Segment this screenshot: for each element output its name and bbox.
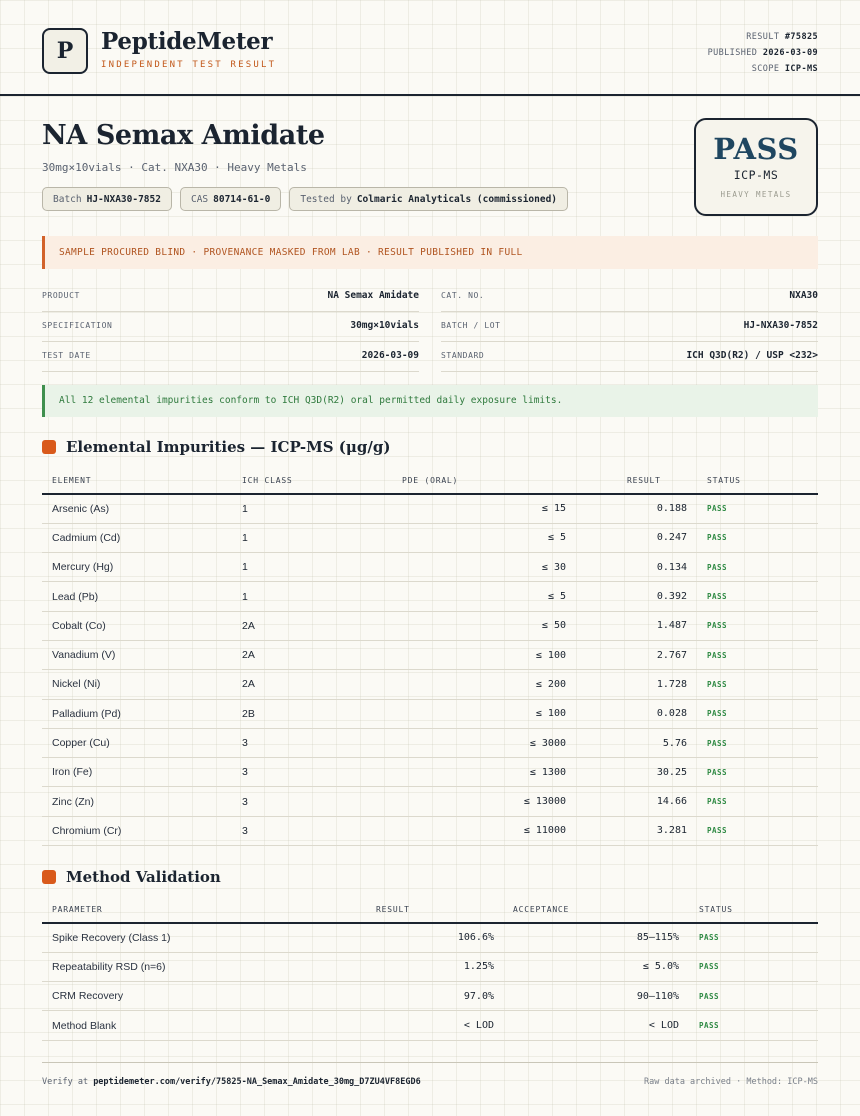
- table-row: [42, 923, 818, 952]
- provenance-banner: SAMPLE PROCURED BLIND · PROVENANCE MASKED FROM LAB · RESULT PUBLISHED IN FULL: [42, 236, 818, 269]
- table-row: [42, 758, 818, 787]
- status-badge: PASS: [687, 816, 818, 845]
- status-badge: PASS: [687, 699, 818, 728]
- table-row: [42, 982, 818, 1011]
- stamp-category: HEAVY METALS: [720, 190, 792, 199]
- published-date: 2026-03-09: [762, 48, 818, 58]
- table-cell: ≤ 100: [362, 699, 566, 728]
- table-cell: ≤ 5.0%: [494, 952, 679, 981]
- table-cell: Copper (Cu): [42, 728, 242, 757]
- info-label: PRODUCT: [42, 291, 80, 300]
- table-cell: 1.728: [566, 670, 687, 699]
- column-header: RESULT: [364, 896, 494, 923]
- pass-stamp: [694, 118, 818, 216]
- table-cell: 1: [242, 582, 362, 611]
- info-value: ICH Q3D(R2) / USP <232>: [686, 350, 818, 361]
- status-badge: PASS: [679, 923, 818, 952]
- batch-chip: [42, 187, 172, 211]
- table-cell: 3.281: [566, 816, 687, 845]
- column-header: RESULT: [566, 467, 687, 494]
- status-badge: PASS: [687, 553, 818, 582]
- table-cell: 2A: [242, 640, 362, 669]
- info-cell: [441, 342, 818, 372]
- info-cell: [42, 312, 419, 342]
- table-cell: ≤ 50: [362, 611, 566, 640]
- info-label: TEST DATE: [42, 351, 91, 360]
- column-header: STATUS: [687, 467, 818, 494]
- table-cell: 97.0%: [364, 982, 494, 1011]
- chip-label: Tested by: [300, 193, 352, 205]
- published-label: PUBLISHED: [707, 48, 758, 58]
- chip-row: [42, 187, 568, 211]
- status-badge: PASS: [687, 670, 818, 699]
- info-label: BATCH / LOT: [441, 321, 501, 330]
- table-cell: 3: [242, 816, 362, 845]
- table-cell: Zinc (Zn): [42, 787, 242, 816]
- table-cell: ≤ 1300: [362, 758, 566, 787]
- verify-link[interactable]: peptidemeter.com/verify/75825-NA_Semax_Amidate_30mg_D7ZU4VF8EGD6: [93, 1077, 421, 1087]
- info-label: STANDARD: [441, 351, 485, 360]
- impurities-heading: [42, 438, 390, 456]
- table-cell: 1.25%: [364, 952, 494, 981]
- table-cell: ≤ 11000: [362, 816, 566, 845]
- table-cell: Palladium (Pd): [42, 699, 242, 728]
- table-cell: 3: [242, 758, 362, 787]
- column-header: PARAMETER: [42, 896, 364, 923]
- stamp-verdict: PASS: [713, 132, 799, 166]
- impurities-table: [42, 467, 818, 846]
- table-row: [42, 699, 818, 728]
- table-cell: ≤ 5: [362, 582, 566, 611]
- chip-value: Colmaric Analyticals (commissioned): [356, 193, 558, 205]
- table-cell: Mercury (Hg): [42, 553, 242, 582]
- page-title: NA Semax Amidate: [42, 120, 325, 151]
- table-cell: < LOD: [494, 1011, 679, 1040]
- logo: [42, 28, 88, 74]
- verify-line: [42, 1077, 421, 1087]
- table-cell: 2A: [242, 611, 362, 640]
- table-cell: ≤ 3000: [362, 728, 566, 757]
- section-title: Elemental Impurities — ICP-MS (μg/g): [66, 438, 391, 456]
- table-row: [42, 553, 818, 582]
- chip-label: Batch: [53, 193, 82, 205]
- table-cell: 90–110%: [494, 982, 679, 1011]
- table-cell: CRM Recovery: [42, 982, 364, 1011]
- table-header-row: [42, 896, 818, 923]
- table-row: [42, 582, 818, 611]
- table-cell: 106.6%: [364, 923, 494, 952]
- table-cell: ≤ 15: [362, 494, 566, 523]
- validation-heading: [42, 868, 221, 886]
- info-label: SPECIFICATION: [42, 321, 113, 330]
- info-row: [42, 312, 818, 342]
- status-badge: PASS: [687, 494, 818, 523]
- status-badge: PASS: [687, 611, 818, 640]
- info-label: CAT. NO.: [441, 291, 485, 300]
- table-row: [42, 816, 818, 845]
- table-cell: Method Blank: [42, 1011, 364, 1040]
- table-cell: 5.76: [566, 728, 687, 757]
- table-cell: 1: [242, 553, 362, 582]
- info-value: 30mg×10vials: [350, 320, 419, 331]
- table-cell: Iron (Fe): [42, 758, 242, 787]
- info-row: [42, 282, 818, 312]
- result-label: RESULT: [746, 32, 780, 42]
- brand-tagline: INDEPENDENT TEST RESULT: [101, 60, 277, 70]
- scope-label: SCOPE: [751, 64, 780, 74]
- table-cell: Repeatability RSD (n=6): [42, 952, 364, 981]
- table-cell: 3: [242, 728, 362, 757]
- table-cell: 3: [242, 787, 362, 816]
- table-cell: Lead (Pb): [42, 582, 242, 611]
- table-cell: ≤ 30: [362, 553, 566, 582]
- table-cell: ≤ 13000: [362, 787, 566, 816]
- column-header: STATUS: [679, 896, 818, 923]
- table-cell: 0.392: [566, 582, 687, 611]
- status-badge: PASS: [687, 640, 818, 669]
- info-grid: [42, 282, 818, 372]
- status-badge: PASS: [679, 952, 818, 981]
- table-cell: ≤ 5: [362, 523, 566, 552]
- table-cell: 2.767: [566, 640, 687, 669]
- info-cell: [42, 342, 419, 372]
- table-row: [42, 787, 818, 816]
- table-cell: 1: [242, 494, 362, 523]
- table-cell: Nickel (Ni): [42, 670, 242, 699]
- table-cell: 0.028: [566, 699, 687, 728]
- status-badge: PASS: [679, 982, 818, 1011]
- status-badge: PASS: [687, 582, 818, 611]
- status-badge: PASS: [679, 1011, 818, 1040]
- table-row: [42, 523, 818, 552]
- table-cell: Vanadium (V): [42, 640, 242, 669]
- table-cell: 1: [242, 523, 362, 552]
- section-marker-icon: [42, 870, 56, 884]
- result-meta: [708, 29, 818, 77]
- column-header: ELEMENT: [42, 467, 242, 494]
- table-cell: ≤ 100: [362, 640, 566, 669]
- table-cell: 2B: [242, 699, 362, 728]
- status-badge: PASS: [687, 523, 818, 552]
- table-row: [42, 670, 818, 699]
- stamp-method: ICP-MS: [733, 168, 779, 182]
- table-cell: < LOD: [364, 1011, 494, 1040]
- table-cell: 2A: [242, 670, 362, 699]
- footer-divider: [42, 1062, 818, 1063]
- status-badge: PASS: [687, 758, 818, 787]
- info-row: [42, 342, 818, 372]
- table-cell: 30.25: [566, 758, 687, 787]
- table-cell: Chromium (Cr): [42, 816, 242, 845]
- info-value: NA Semax Amidate: [327, 290, 419, 301]
- info-value: NXA30: [789, 290, 818, 301]
- column-header: ACCEPTANCE: [494, 896, 679, 923]
- table-cell: 85–115%: [494, 923, 679, 952]
- table-cell: Cadmium (Cd): [42, 523, 242, 552]
- table-row: [42, 494, 818, 523]
- table-header-row: [42, 467, 818, 494]
- page-subtitle: 30mg×10vials · Cat. NXA30 · Heavy Metals: [42, 161, 307, 174]
- table-row: [42, 952, 818, 981]
- chip-label: CAS: [190, 193, 209, 205]
- table-cell: ≤ 200: [362, 670, 566, 699]
- table-row: [42, 611, 818, 640]
- table-cell: Arsenic (As): [42, 494, 242, 523]
- info-value: 2026-03-09: [361, 350, 419, 361]
- column-header: PDE (ORAL): [362, 467, 566, 494]
- table-row: [42, 728, 818, 757]
- table-cell: 14.66: [566, 787, 687, 816]
- table-row: [42, 640, 818, 669]
- info-cell: [441, 312, 818, 342]
- section-marker-icon: [42, 440, 56, 454]
- section-title: Method Validation: [66, 868, 221, 886]
- table-row: [42, 1011, 818, 1040]
- scope-value: ICP-MS: [784, 64, 818, 74]
- table-cell: 0.134: [566, 553, 687, 582]
- info-value: HJ-NXA30-7852: [743, 320, 818, 331]
- logo-letter: P: [56, 38, 74, 64]
- info-cell: [42, 282, 419, 312]
- cas-chip: [180, 187, 281, 211]
- validation-table: [42, 896, 818, 1041]
- table-cell: Spike Recovery (Class 1): [42, 923, 364, 952]
- conformance-banner: All 12 elemental impurities conform to ICH Q3D(R2) oral permitted daily exposure limits.: [42, 385, 818, 417]
- tested-by-chip: [289, 187, 568, 211]
- verify-prefix: Verify at: [42, 1077, 89, 1087]
- column-header: ICH CLASS: [242, 467, 362, 494]
- info-cell: [441, 282, 818, 312]
- chip-value: HJ-NXA30-7852: [86, 193, 161, 205]
- table-cell: 1.487: [566, 611, 687, 640]
- chip-value: 80714-61-0: [213, 193, 271, 205]
- table-cell: 0.247: [566, 523, 687, 552]
- status-badge: PASS: [687, 787, 818, 816]
- result-number: #75825: [784, 32, 818, 42]
- table-cell: 0.188: [566, 494, 687, 523]
- footer-note: Raw data archived · Method: ICP-MS: [644, 1077, 818, 1087]
- brand-name: PeptideMeter: [101, 28, 273, 55]
- table-cell: Cobalt (Co): [42, 611, 242, 640]
- status-badge: PASS: [687, 728, 818, 757]
